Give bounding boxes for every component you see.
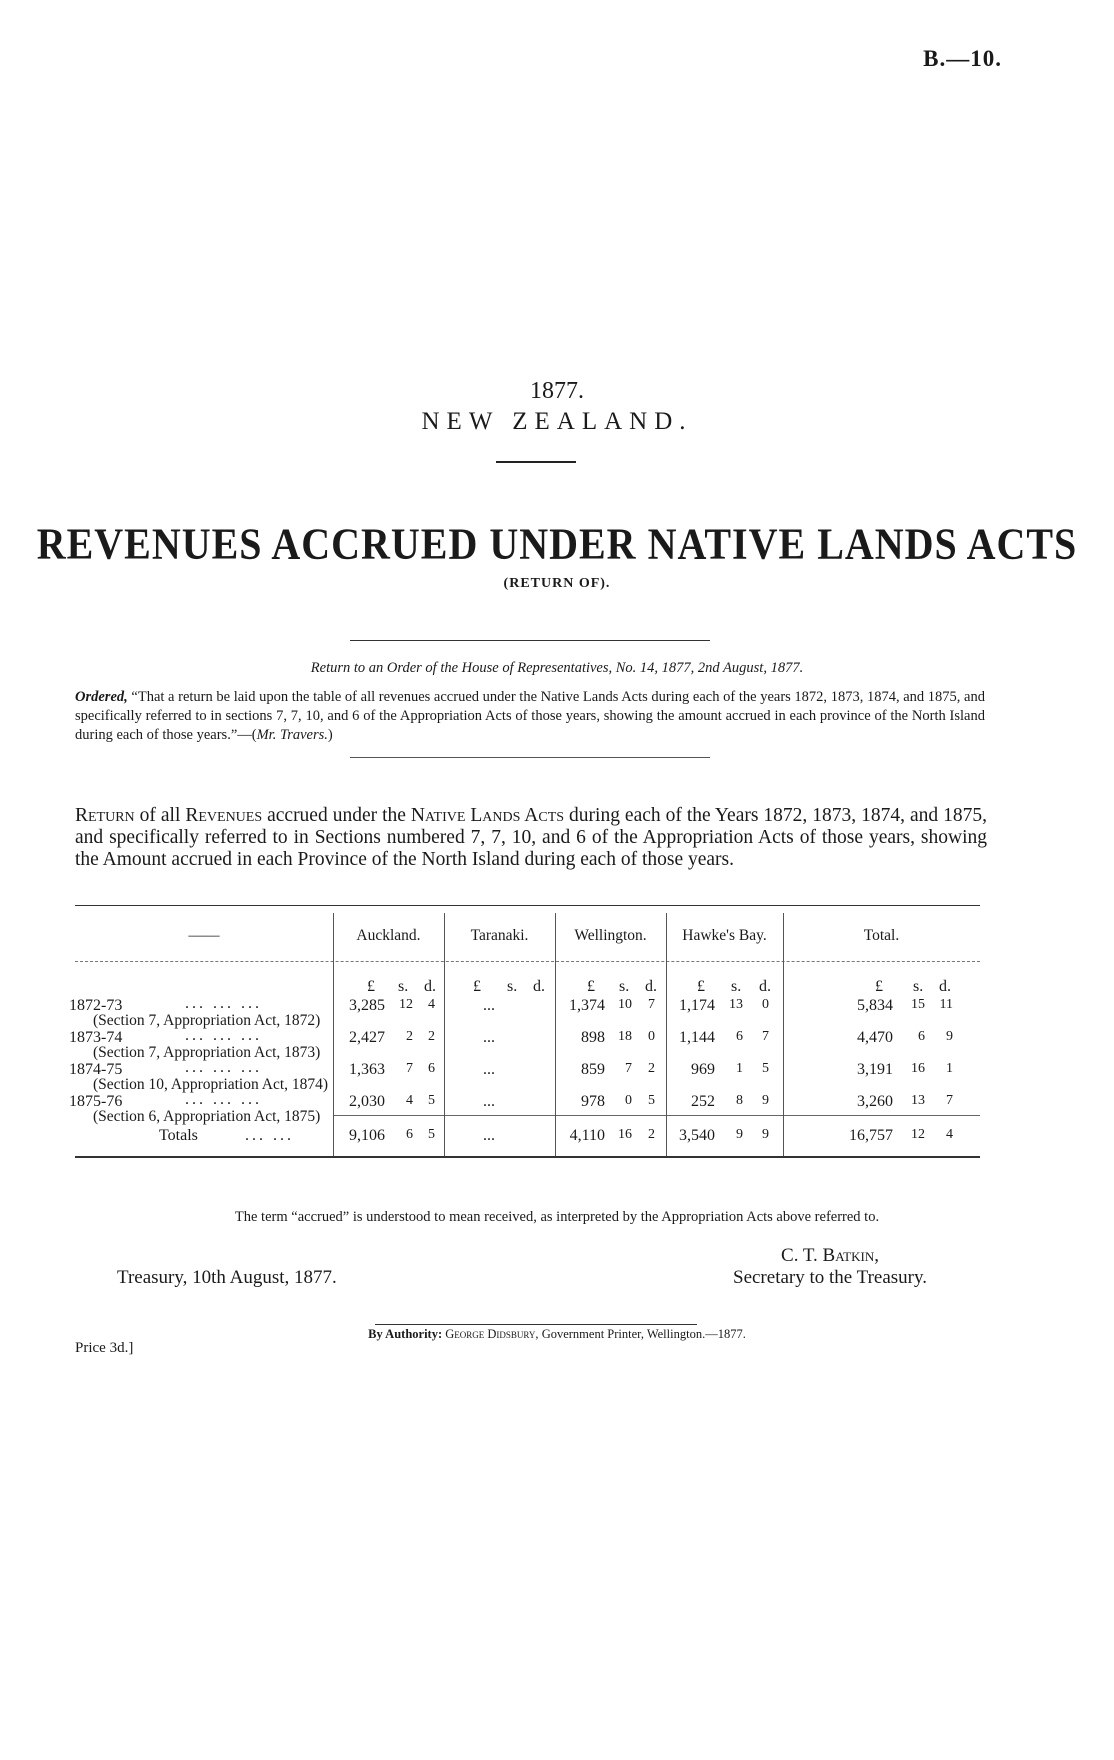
corner-header: —— <box>188 927 220 944</box>
row-section-note: (Section 7, Appropriation Act, 1872) <box>93 1012 321 1029</box>
unit-pence: d. <box>533 978 545 995</box>
auckland-shillings: 12 <box>399 997 413 1012</box>
total-pounds: 5,834 <box>857 997 893 1014</box>
auckland-pence: 5 <box>428 1093 435 1108</box>
hawkes-shillings: 9 <box>736 1127 743 1142</box>
ordered-label: Ordered, <box>75 689 128 705</box>
auckland-shillings: 7 <box>406 1061 413 1076</box>
wellington-pounds: 4,110 <box>569 1127 605 1144</box>
hawkes-pence: 5 <box>762 1061 769 1076</box>
hawkes-pounds: 252 <box>691 1093 715 1110</box>
hawkes-shillings: 1 <box>736 1061 743 1076</box>
wellington-pence: 5 <box>648 1093 655 1108</box>
row-year: 1874-75 <box>69 1061 123 1078</box>
printer-authority <box>0 1327 1114 1342</box>
wellington-pounds: 1,374 <box>569 997 605 1014</box>
ordered-close: ) <box>327 727 333 743</box>
unit-pence: d. <box>645 978 657 995</box>
divider-rule <box>350 757 710 758</box>
order-reference: Return to an Order of the House of Representatives, No. 14, 1877, 2nd August, 1877. <box>310 660 804 676</box>
total-pounds: 4,470 <box>857 1029 893 1046</box>
signatory-initials: C. T. <box>781 1245 823 1266</box>
total-shillings: 12 <box>911 1127 925 1142</box>
wellington-pounds: 859 <box>581 1061 605 1078</box>
ordered-text: “That a return be laid upon the table of all revenues accrued under the Native Lands Acts during each of the years 1872, 1873, 1874, and 1875, and specifically referred to in sections 7, 7, 10, and 6 of the Appropriation Acts of those years, showing the amount accrued in each province of the North Island during each of those years.”—( <box>75 689 985 743</box>
column-divider <box>555 913 556 1156</box>
revenue-table <box>69 905 980 1195</box>
total-shillings: 16 <box>911 1061 925 1076</box>
hawkes-pounds: 1,144 <box>679 1029 715 1046</box>
column-header-total: Total. <box>863 927 900 944</box>
hawkes-shillings: 13 <box>729 997 743 1012</box>
table-top-rule <box>75 905 980 906</box>
authority-label: By Authority: <box>368 1327 443 1341</box>
wellington-shillings: 10 <box>618 997 632 1012</box>
masthead-year: 1877. <box>530 378 584 404</box>
wellington-shillings: 18 <box>618 1029 632 1044</box>
masthead-rule <box>496 461 576 463</box>
row-section-note: (Section 7, Appropriation Act, 1873) <box>93 1044 321 1061</box>
total-pence: 9 <box>946 1029 953 1044</box>
hawkes-pounds: 3,540 <box>679 1127 715 1144</box>
masthead-country: NEW ZEALAND. <box>421 408 693 435</box>
total-pence: 4 <box>946 1127 953 1142</box>
wellington-pence: 2 <box>648 1127 655 1142</box>
auckland-pounds: 9,106 <box>349 1127 385 1144</box>
unit-pounds: £ <box>473 978 481 995</box>
divider-rule <box>350 640 710 641</box>
return-text: of all <box>134 805 186 826</box>
column-header-wellington: Wellington. <box>574 927 647 944</box>
total-pence: 7 <box>946 1093 953 1108</box>
unit-pence: d. <box>939 978 951 995</box>
taranaki-value: ... <box>483 1029 495 1046</box>
unit-pounds: £ <box>367 978 375 995</box>
signatory-name <box>700 1245 960 1267</box>
total-pounds: 3,191 <box>857 1061 893 1078</box>
total-pence: 1 <box>946 1061 953 1076</box>
unit-pounds: £ <box>875 978 883 995</box>
revenues-word: Revenues <box>185 805 263 826</box>
hawkes-pence: 9 <box>762 1093 769 1108</box>
return-heading-paragraph <box>75 805 987 871</box>
divider-rule <box>375 1324 697 1325</box>
native-lands-acts-words: Native Lands Acts <box>410 805 565 826</box>
unit-shillings: s. <box>913 978 924 995</box>
wellington-shillings: 16 <box>618 1127 632 1142</box>
table-header-rule <box>75 961 980 962</box>
row-year: 1875-76 <box>69 1093 123 1110</box>
taranaki-value: ... <box>483 1093 495 1110</box>
hawkes-pence: 0 <box>762 997 769 1012</box>
taranaki-value: ... <box>483 997 495 1014</box>
total-shillings: 6 <box>918 1029 925 1044</box>
printer-name: George Didsbury, <box>445 1327 539 1341</box>
footnote: The term “accrued” is understood to mean received, as interpreted by the Appropriation Acts above referred to. <box>234 1209 880 1225</box>
hawkes-shillings: 8 <box>736 1093 743 1108</box>
row-leader-dots: ... ... ... <box>185 1091 262 1108</box>
document-subtitle: (RETURN OF). <box>503 576 611 591</box>
auckland-pounds: 2,030 <box>349 1093 385 1110</box>
place-and-date: Treasury, 10th August, 1877. <box>117 1267 337 1288</box>
wellington-pence: 2 <box>648 1061 655 1076</box>
column-header-auckland: Auckland. <box>356 927 421 944</box>
printer-details: Government Printer, Wellington.—1877. <box>538 1327 746 1341</box>
auckland-pounds: 2,427 <box>349 1029 385 1046</box>
signatory-title: Secretary to the Treasury. <box>733 1267 927 1288</box>
row-section-note: (Section 6, Appropriation Act, 1875) <box>93 1108 321 1125</box>
wellington-pounds: 978 <box>581 1093 605 1110</box>
return-word: Return <box>75 805 135 826</box>
unit-shillings: s. <box>731 978 742 995</box>
ordered-paragraph <box>75 688 985 745</box>
row-section-note: (Section 10, Appropriation Act, 1874) <box>93 1076 329 1093</box>
signatory-surname: Batkin, <box>822 1245 879 1266</box>
column-divider <box>783 913 784 1156</box>
price: Price 3d.] <box>75 1340 134 1356</box>
document-title: REVENUES ACCRUED UNDER NATIVE LANDS ACTS <box>36 518 1078 569</box>
hawkes-pounds: 969 <box>691 1061 715 1078</box>
wellington-pence: 7 <box>648 997 655 1012</box>
total-pence: 11 <box>939 997 953 1012</box>
column-divider <box>333 913 334 1156</box>
unit-shillings: s. <box>619 978 630 995</box>
row-year: 1872-73 <box>69 997 123 1014</box>
table-sum-rule <box>333 1115 980 1116</box>
row-leader-dots: ... ... ... <box>185 995 262 1012</box>
auckland-pounds: 1,363 <box>349 1061 385 1078</box>
total-shillings: 13 <box>911 1093 925 1108</box>
taranaki-value: ... <box>483 1061 495 1078</box>
hawkes-shillings: 6 <box>736 1029 743 1044</box>
wellington-pounds: 898 <box>581 1029 605 1046</box>
column-header-hawkes-bay: Hawke's Bay. <box>682 927 767 944</box>
total-shillings: 15 <box>911 997 925 1012</box>
unit-pounds: £ <box>587 978 595 995</box>
wellington-pence: 0 <box>648 1029 655 1044</box>
unit-pounds: £ <box>697 978 705 995</box>
column-header-taranaki: Taranaki. <box>470 927 529 944</box>
auckland-pence: 2 <box>428 1029 435 1044</box>
total-pounds: 3,260 <box>857 1093 893 1110</box>
column-divider <box>666 913 667 1156</box>
table-bottom-rule <box>75 1156 980 1158</box>
return-text: during each of the Years 1872, 1873, 1874, and 1875, and specifically referred to in Sections numbered 7, 7, 10, and 6 of the Appropriation Acts of those years, showing the Amount accrued in each Province of the North Island during each of those years. <box>75 805 987 870</box>
hawkes-pence: 9 <box>762 1127 769 1142</box>
auckland-pence: 5 <box>428 1127 435 1142</box>
document-reference: B.—10. <box>923 46 1002 71</box>
unit-pence: d. <box>424 978 436 995</box>
hawkes-pence: 7 <box>762 1029 769 1044</box>
totals-leader-dots: ... ... <box>245 1127 294 1144</box>
return-text: accrued under the <box>262 805 411 826</box>
total-pounds: 16,757 <box>849 1127 893 1144</box>
row-leader-dots: ... ... ... <box>185 1027 262 1044</box>
auckland-shillings: 6 <box>406 1127 413 1142</box>
auckland-pounds: 3,285 <box>349 997 385 1014</box>
unit-pence: d. <box>759 978 771 995</box>
wellington-shillings: 0 <box>625 1093 632 1108</box>
row-leader-dots: ... ... ... <box>185 1059 262 1076</box>
totals-label: Totals <box>159 1127 198 1144</box>
wellington-shillings: 7 <box>625 1061 632 1076</box>
mover-name: Mr. Travers. <box>256 727 328 743</box>
row-year: 1873-74 <box>69 1029 123 1046</box>
hawkes-pounds: 1,174 <box>679 997 715 1014</box>
auckland-shillings: 4 <box>406 1093 413 1108</box>
auckland-pence: 4 <box>428 997 435 1012</box>
auckland-pence: 6 <box>428 1061 435 1076</box>
auckland-shillings: 2 <box>406 1029 413 1044</box>
taranaki-total: ... <box>483 1127 495 1144</box>
unit-shillings: s. <box>507 978 518 995</box>
unit-shillings: s. <box>398 978 409 995</box>
column-divider <box>444 913 445 1156</box>
